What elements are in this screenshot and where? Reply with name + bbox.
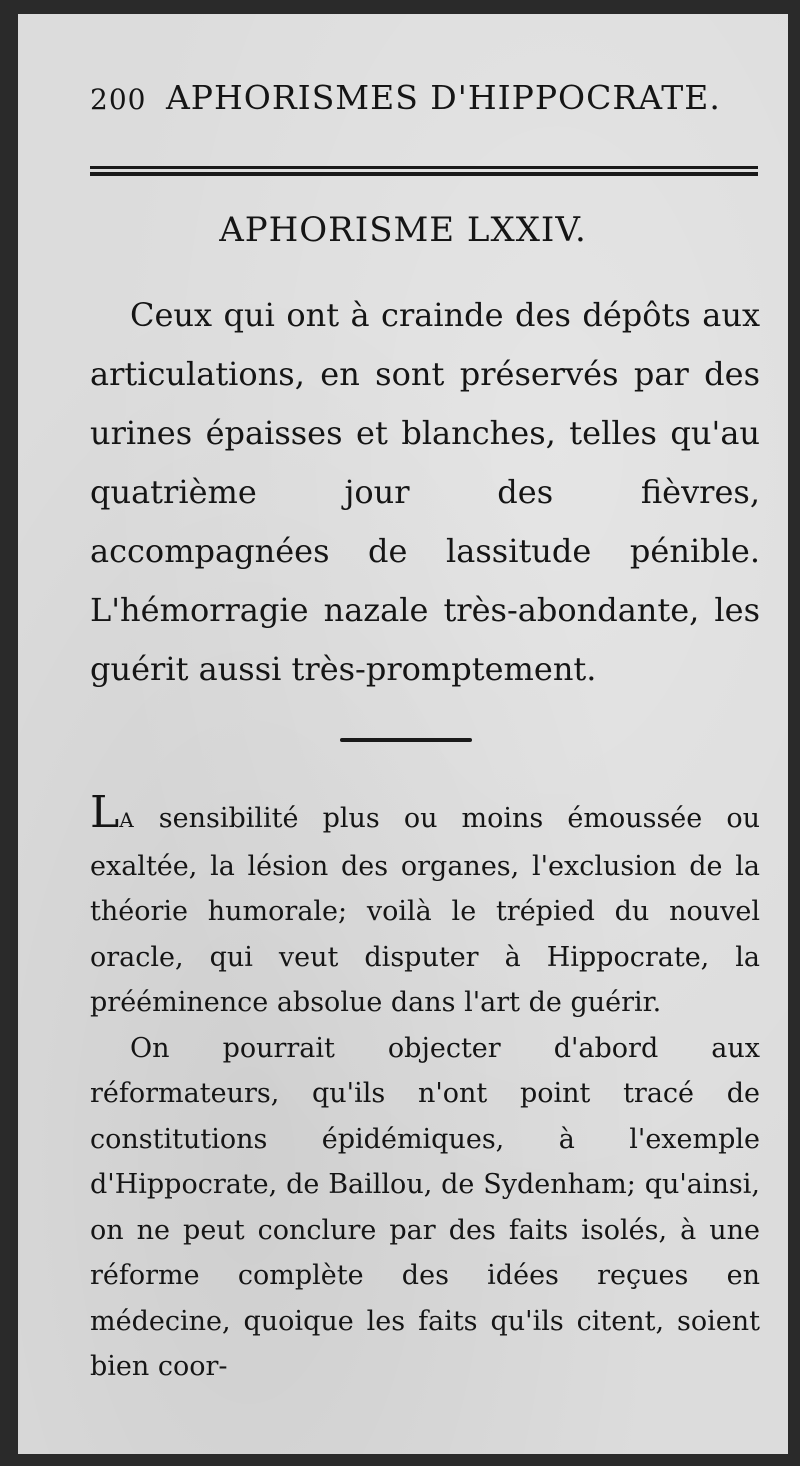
- aphorism-text: Ceux qui ont à crainde des dépôts aux articulations, en sont préservés par des urines épaisses et blanches, telles qu'au quatrième jour des fièvres, accompagnées de lassitude pénible. L'hémorragie nazale très-abondante, les guérit aussi très-promptement.: [90, 296, 760, 688]
- rule-line-top: [90, 166, 758, 169]
- page-number: 200: [90, 83, 147, 116]
- section-divider: [340, 738, 472, 742]
- drop-cap: L: [90, 787, 120, 838]
- commentary-paragraph-2: On pourrait objecter d'abord aux réformateurs, qu'ils n'ont point tracé de constitutions épidémiques, à l'exemple d'Hippocrate, de Baillou, de Sydenham; qu'ainsi, on ne peut conclure par des faits isolés, à une réforme complète des idées reçues en médecine, quoique les faits qu'ils citent, soient bien coor-: [90, 1032, 760, 1382]
- running-title: APHORISMES D'HIPPOCRATE.: [165, 78, 721, 117]
- aphorism-title: APHORISME LXXIV.: [219, 210, 587, 250]
- commentary: [90, 787, 760, 1390]
- book-page: [18, 14, 788, 1454]
- commentary-paragraph-1-text: sensibilité plus ou moins émoussée ou exaltée, la lésion des organes, l'exclusion de la théorie humorale; voilà le trépied du nouvel oracle, qui veut disputer à Hippocrate, la prééminence absolue dans l'art de guérir.: [90, 803, 760, 1018]
- running-head: [90, 78, 721, 117]
- small-caps: A: [119, 808, 135, 832]
- rule-line-bottom: [90, 172, 758, 176]
- double-rule-divider: [90, 166, 758, 176]
- commentary-paragraph-1: [90, 787, 760, 1026]
